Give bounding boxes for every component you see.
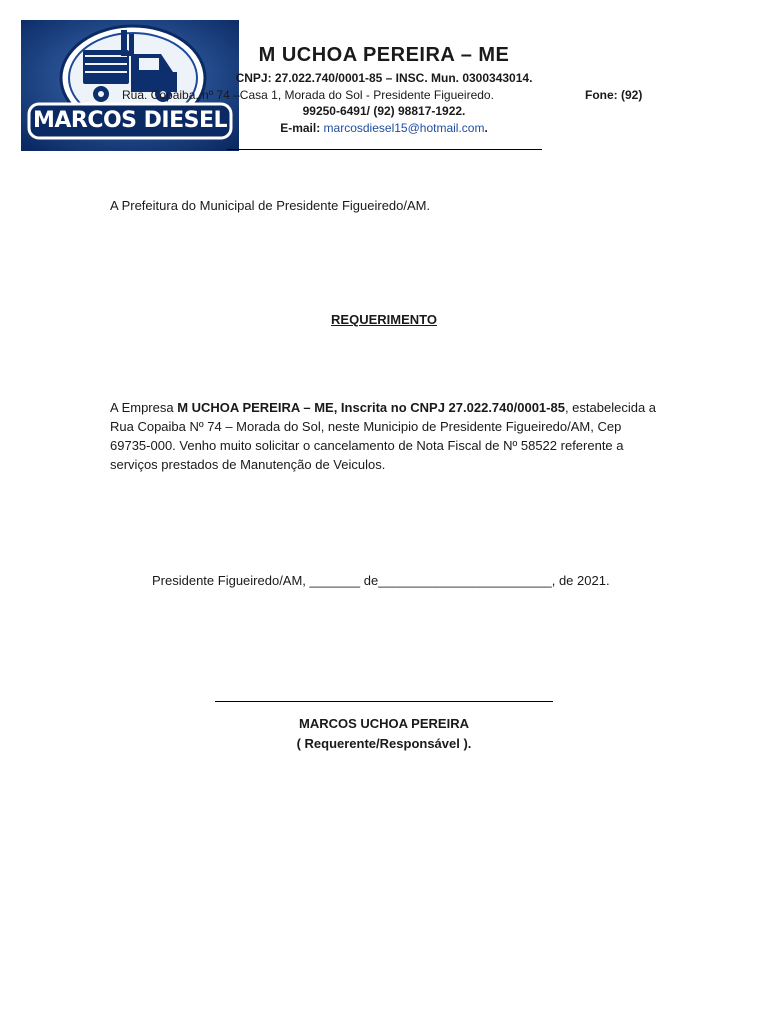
email-link[interactable]: marcosdiesel15@hotmail.com bbox=[323, 121, 485, 135]
header-divider bbox=[227, 149, 542, 150]
email-label: E-mail: bbox=[280, 121, 321, 135]
phone-label: Fone: (92) bbox=[585, 88, 643, 102]
email-end: . bbox=[484, 121, 488, 135]
address-text: . Copaiba, nº 74 –Casa 1, Morada do Sol - Presidente Figueiredo. bbox=[144, 88, 494, 102]
logo-text: MARCOS DIESEL bbox=[32, 108, 228, 133]
document-title: REQUERIMENTO bbox=[331, 312, 437, 327]
paragraph-company: M UCHOA PEREIRA – ME, Inscrita no CNPJ 27.022.740/0001-85 bbox=[177, 400, 565, 415]
recipient-line: A Prefeitura do Municipal de Presidente Figueiredo/AM. bbox=[110, 198, 431, 213]
paragraph-intro: A Empresa bbox=[110, 400, 178, 415]
signer-role: ( Requerente/Responsável ). bbox=[296, 736, 472, 751]
address-line bbox=[122, 88, 494, 102]
date-line: Presidente Figueiredo/AM, _______ de________________________, de 2021. bbox=[152, 573, 610, 588]
signer-name: MARCOS UCHOA PEREIRA bbox=[299, 716, 469, 731]
signature-line bbox=[215, 701, 553, 702]
email-line bbox=[0, 121, 768, 135]
paragraph-rest: , estabelecida a Rua Copaiba Nº 74 – Morada do Sol, neste Municipio de Presidente Figueiredo/AM, Cep 69735-000. Venho muito solicitar o cancelamento de Nota Fiscal de Nº 58522 referente a serviços prestados de Manutenção de Veiculos. bbox=[110, 400, 657, 472]
address-prefix: Rua bbox=[122, 88, 145, 102]
phone-line: 99250-6491/ (92) 98817-1922. bbox=[302, 104, 466, 118]
cnpj-line: CNPJ: 27.022.740/0001-85 – INSC. Mun. 0300343014. bbox=[235, 71, 533, 85]
request-paragraph bbox=[110, 398, 658, 474]
company-name: M UCHOA PEREIRA – ME bbox=[258, 44, 510, 66]
